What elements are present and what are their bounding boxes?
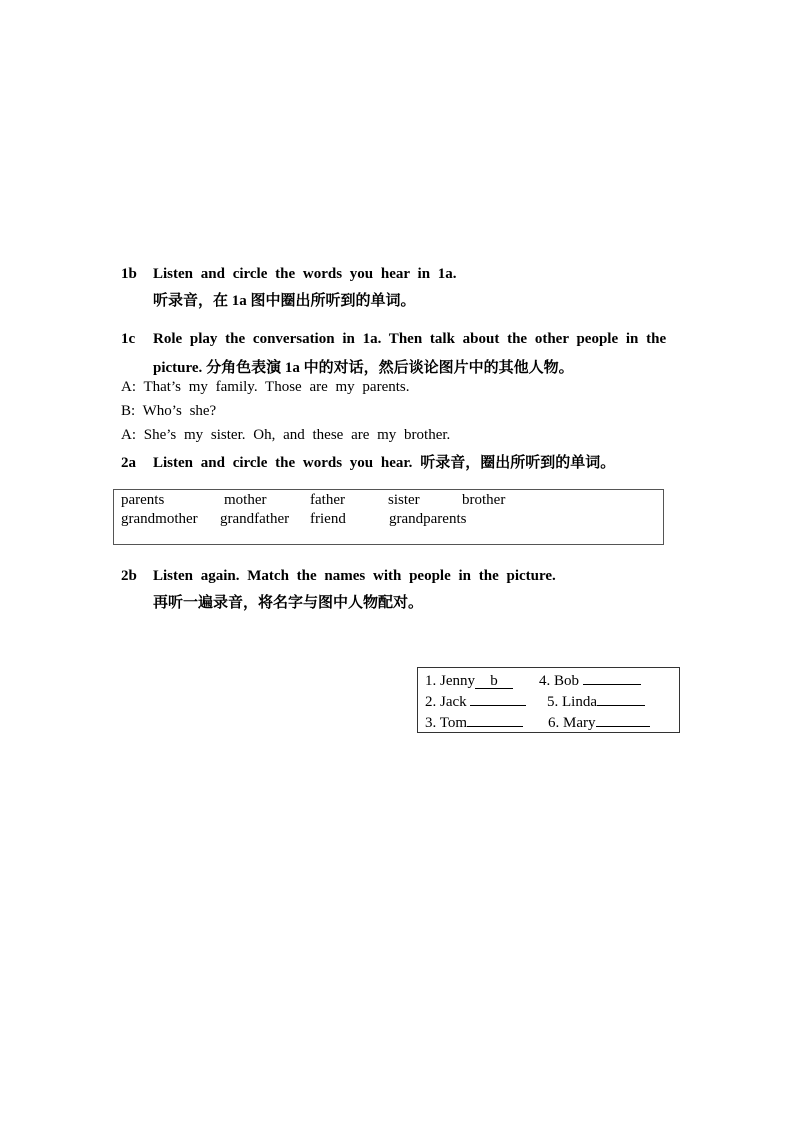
section-2a-heading <box>121 451 615 472</box>
match-item-4 <box>539 673 641 690</box>
section-2a-instruction-zh: 听录音，圈出所听到的单词。 <box>420 455 616 471</box>
word-box <box>113 489 664 545</box>
dialog-line-3: A: She’s my sister. Oh, and these are my brother. <box>121 427 451 443</box>
section-2a-title: Listen and circle the words you hear. <box>153 455 413 471</box>
match-item-6 <box>548 715 650 732</box>
section-1c-title: Role play the conversation in 1a. Then talk about the other people in the <box>153 331 667 347</box>
word-parents: parents <box>121 492 165 508</box>
word-brother: brother <box>462 492 506 508</box>
answer-blank-2[interactable] <box>470 705 526 706</box>
section-1c-instruction-zh: 分角色表演 1a 中的对话，然后谈论图片中的其他人物。 <box>206 360 574 376</box>
section-2b-heading <box>121 568 556 585</box>
section-2b-title: Listen again. Match the names with people in the picture. <box>153 568 556 584</box>
match-item-2 <box>425 694 526 711</box>
word-friend: friend <box>310 511 346 527</box>
match-name-mary: 6. Mary <box>548 715 596 731</box>
section-1c-number: 1c <box>121 331 136 347</box>
match-name-linda: 5. Linda <box>547 694 597 710</box>
section-2b-number: 2b <box>121 568 137 584</box>
section-1b-number: 1b <box>121 266 137 282</box>
word-grandmother: grandmother <box>121 511 198 527</box>
answer-blank-6[interactable] <box>596 726 650 727</box>
answer-blank-5[interactable] <box>597 705 645 706</box>
section-1c-title-cont: picture. <box>153 360 203 376</box>
section-1b-title: Listen and circle the words you hear in 1a. <box>153 266 457 282</box>
match-item-1 <box>425 673 513 690</box>
word-grandparents: grandparents <box>389 511 467 527</box>
answer-blank-4[interactable] <box>583 684 641 685</box>
section-1c-heading-line2 <box>153 356 574 377</box>
word-mother: mother <box>224 492 267 508</box>
match-name-bob: 4. Bob <box>539 673 580 689</box>
dialog-line-1: A: That’s my family. Those are my parents. <box>121 379 410 395</box>
section-1b-instruction-zh: 听录音，在 1a 图中圈出所听到的单词。 <box>153 293 416 309</box>
word-grandfather: grandfather <box>220 511 290 527</box>
section-2a-number: 2a <box>121 455 136 471</box>
answer-blank-1[interactable]: b <box>475 674 513 689</box>
match-name-tom: 3. Tom <box>425 715 468 731</box>
answer-blank-3[interactable] <box>467 726 523 727</box>
section-1b-heading <box>121 266 457 283</box>
match-name-jack: 2. Jack <box>425 694 467 710</box>
match-name-jenny: 1. Jenny <box>425 673 475 689</box>
match-box <box>417 667 680 733</box>
dialog-line-2: B: Who’s she? <box>121 403 217 419</box>
match-item-5 <box>547 694 645 711</box>
match-item-3 <box>425 715 523 732</box>
word-father: father <box>310 492 345 508</box>
word-sister: sister <box>388 492 420 508</box>
section-1c-heading <box>121 331 666 348</box>
section-2b-instruction-zh: 再听一遍录音，将名字与图中人物配对。 <box>153 595 424 611</box>
